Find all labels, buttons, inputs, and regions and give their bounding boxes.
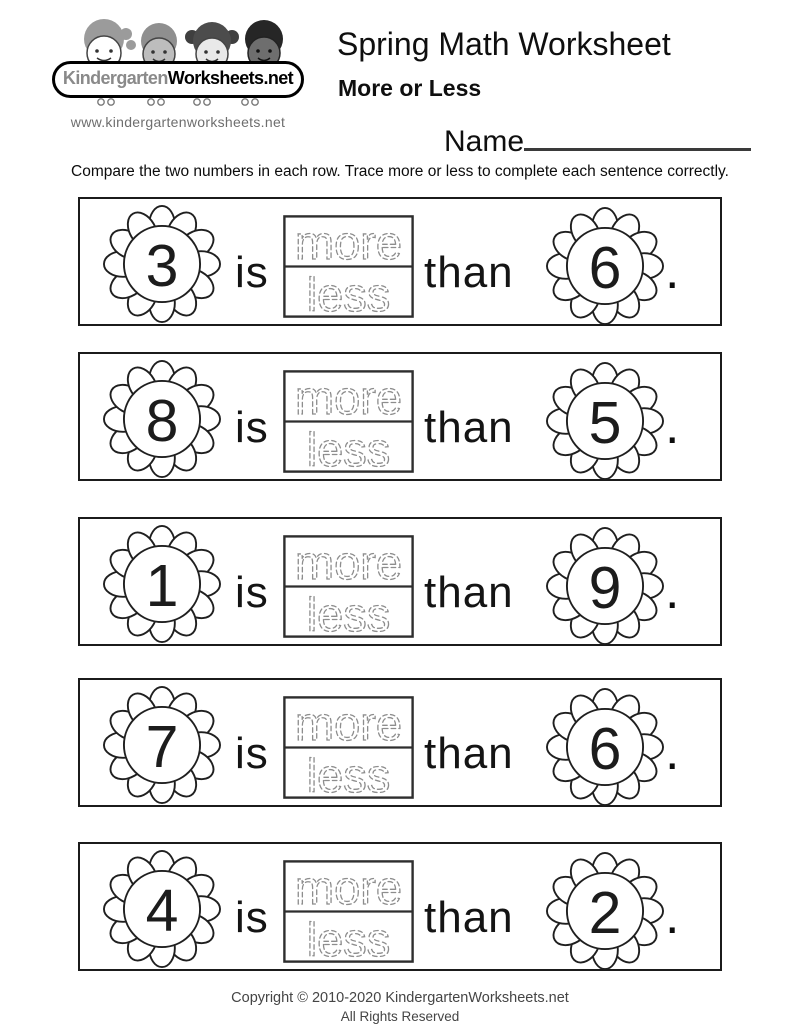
site-url: www.kindergartenworksheets.net — [70, 114, 286, 130]
name-blank-line[interactable] — [524, 122, 751, 151]
word-is: is — [235, 248, 269, 297]
trace-word-less[interactable]: less — [306, 268, 391, 318]
sentence-period: . — [665, 242, 680, 300]
trace-word-more[interactable]: more — [294, 536, 403, 589]
trace-word-less[interactable]: less — [306, 913, 391, 963]
rights-text: All Rights Reserved — [340, 1009, 460, 1024]
right-number: 6 — [588, 715, 622, 782]
word-is: is — [235, 403, 269, 452]
flower-icon — [103, 360, 221, 478]
page-subtitle: More or Less — [338, 75, 482, 101]
sentence-period: . — [665, 887, 680, 945]
flower-icon — [546, 207, 664, 325]
worksheet-row — [78, 197, 722, 326]
trace-word-less[interactable]: less — [306, 749, 391, 799]
worksheet-row — [78, 678, 722, 807]
sentence-period: . — [665, 723, 680, 781]
word-than: than — [424, 248, 514, 297]
trace-word-more[interactable]: more — [294, 371, 403, 424]
flower-icon — [103, 205, 221, 323]
word-than: than — [424, 893, 514, 942]
worksheet-row — [78, 517, 722, 646]
brand-name-black: Worksheets.net — [167, 68, 294, 88]
trace-word-less[interactable]: less — [306, 588, 391, 638]
right-number: 2 — [588, 879, 622, 946]
logo-banner — [52, 61, 304, 98]
name-field — [444, 122, 751, 159]
trace-word-more[interactable]: more — [294, 216, 403, 269]
trace-box[interactable] — [283, 370, 414, 473]
trace-box[interactable] — [283, 215, 414, 318]
left-number: 3 — [145, 232, 179, 299]
left-number: 4 — [145, 877, 179, 944]
brand-name-gray: Kindergarten — [62, 68, 168, 88]
flower-icon — [546, 852, 664, 970]
word-is: is — [235, 729, 269, 778]
flower-icon — [103, 525, 221, 643]
word-than: than — [424, 403, 514, 452]
trace-box[interactable] — [283, 860, 414, 963]
right-number: 6 — [588, 234, 622, 301]
word-is: is — [235, 893, 269, 942]
flower-icon — [103, 850, 221, 968]
site-logo — [52, 12, 304, 130]
trace-word-less[interactable]: less — [306, 423, 391, 473]
left-number: 8 — [145, 387, 179, 454]
trace-word-more[interactable]: more — [294, 697, 403, 750]
flower-icon — [546, 688, 664, 806]
trace-box[interactable] — [283, 696, 414, 799]
trace-box[interactable] — [283, 535, 414, 638]
worksheet-row — [78, 352, 722, 481]
flower-icon — [546, 527, 664, 645]
flower-icon — [546, 362, 664, 480]
trace-word-more[interactable]: more — [294, 861, 403, 914]
right-number: 9 — [588, 554, 622, 621]
page-title: Spring Math Worksheet — [337, 26, 671, 62]
left-number: 7 — [145, 713, 179, 780]
sentence-period: . — [665, 562, 680, 620]
name-label: Name — [444, 125, 525, 158]
word-than: than — [424, 568, 514, 617]
left-number: 1 — [145, 552, 179, 619]
footer — [0, 990, 800, 1024]
word-than: than — [424, 729, 514, 778]
sentence-period: . — [665, 397, 680, 455]
right-number: 5 — [588, 389, 622, 456]
word-is: is — [235, 568, 269, 617]
hands-illustration — [73, 96, 283, 110]
flower-icon — [103, 686, 221, 804]
copyright-text: Copyright © 2010-2020 KindergartenWorksheets.net — [231, 990, 569, 1006]
worksheet-row — [78, 842, 722, 971]
instructions-text: Compare the two numbers in each row. Trace more or less to complete each sentence correctly. — [71, 163, 729, 180]
